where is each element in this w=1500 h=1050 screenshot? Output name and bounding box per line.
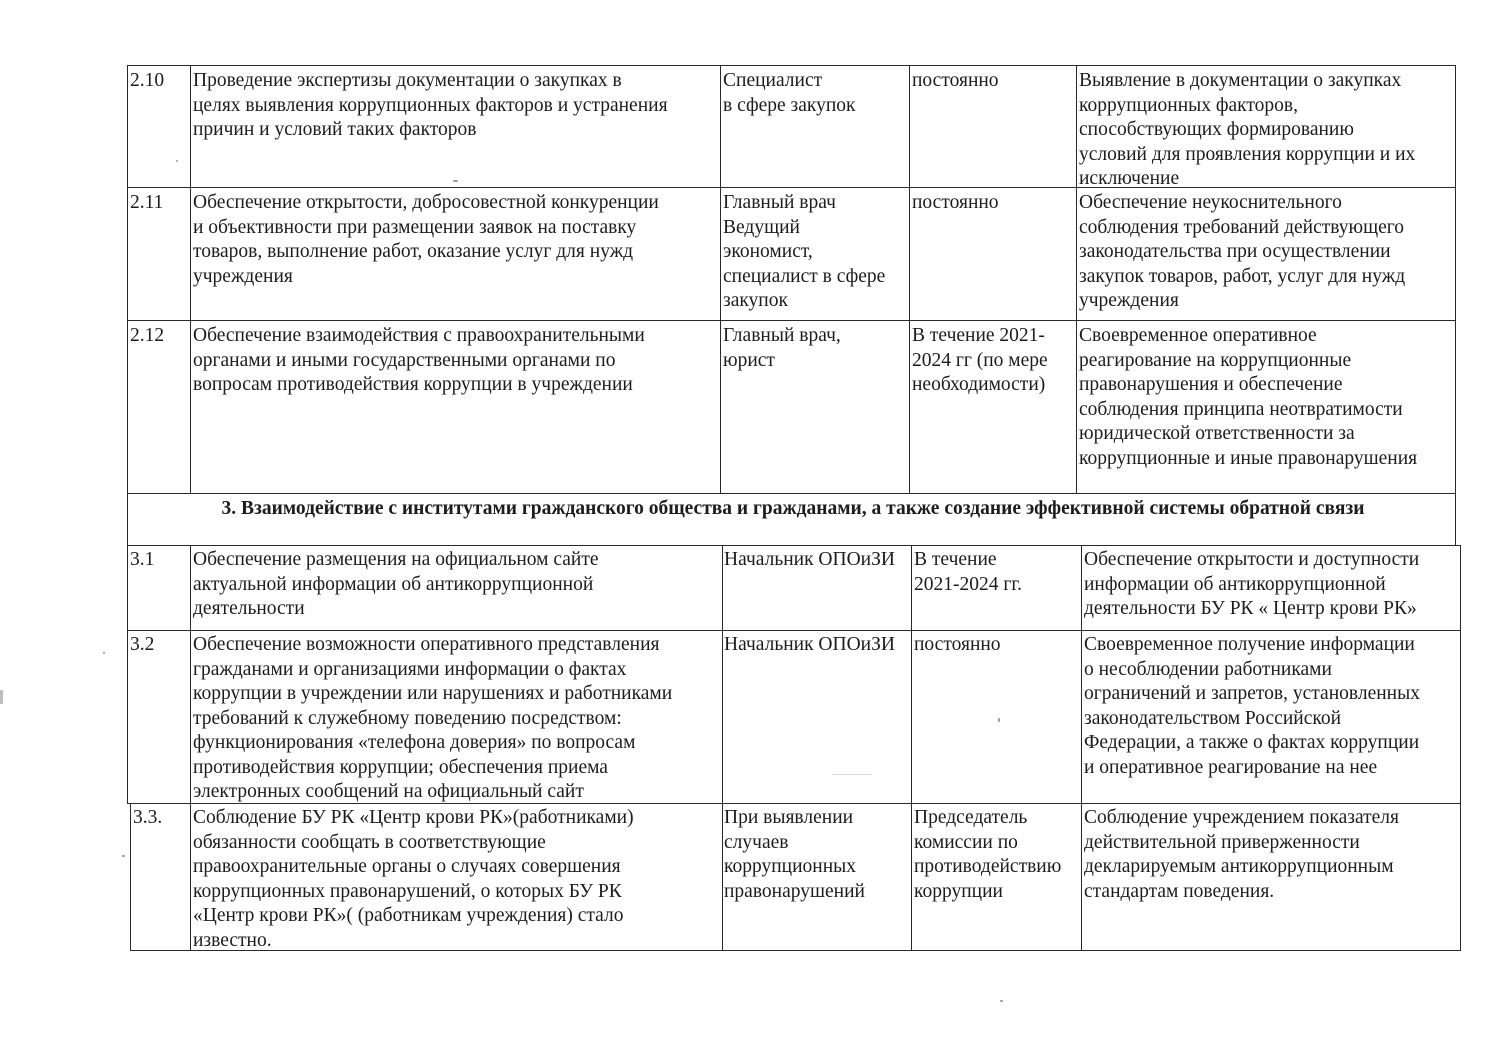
column-divider (1076, 65, 1077, 493)
measure-text: Обеспечение открытости, добросовестной конкуренции и объективности при размещении заявок на поставку товаров, выполнение работ, оказание услуг для нужд учреждения (193, 192, 659, 287)
table-border (130, 803, 131, 950)
column-divider (190, 545, 191, 950)
table-border (127, 65, 128, 545)
measure-text: Обеспечение возможности оперативного представления гражданами и организациями информации о фактах коррупции в учреждении или нарушениях и работниками требований к служебному поведению посредством: функционирования «телефона доверия» по вопросам противодействия коррупции; обеспечения приема электронных сообщений на официальный сайт (193, 634, 673, 802)
measure-text: Обеспечение размещения на официальном сайте актуальной информации об антикоррупционной деятельности (193, 549, 599, 619)
responsible-text: Начальник ОПОиЗИ (724, 549, 895, 570)
measure-text: Проведение экспертизы документации о закупках в целях выявления коррупционных факторов и устранения причин и условий таких факторов (193, 70, 668, 140)
term-text: Председатель комиссии по противодействию коррупции (914, 807, 1062, 902)
result-text: Своевременное получение информации о несоблюдении работниками ограничений и запретов, установленных законодательством Российской Федерации, а также о фактах коррупции и оперативное реагирование на нее (1084, 634, 1420, 778)
responsible-text: При выявлении случаев коррупционных правонарушений (724, 807, 865, 902)
responsible-text: Начальник ОПОиЗИ (724, 634, 895, 655)
term-text: постоянно (912, 70, 999, 91)
column-divider (1081, 545, 1082, 950)
table-border (1455, 65, 1456, 545)
result-text: Соблюдение учреждением показателя действительной приверженности декларируемым антикоррупционным стандартам поведения. (1084, 807, 1399, 902)
row-number: 3.2 (130, 634, 155, 655)
column-divider (720, 65, 721, 493)
table-border (1460, 545, 1461, 950)
scan-speck (122, 855, 125, 857)
row-number: 2.12 (130, 325, 165, 346)
result-text: Своевременное оперативное реагирование на коррупционные правонарушения и обеспечение соблюдения принципа неотвратимости юридической ответственности за коррупционные и иные правонарушения (1079, 325, 1418, 469)
row-divider (127, 320, 1456, 321)
table-border (127, 545, 128, 803)
term-text: постоянно (914, 634, 1001, 655)
row-number: 3.3. (133, 807, 163, 828)
table-border (127, 65, 1456, 66)
result-text: Обеспечение открытости и доступности информации об антикоррупционной деятельности БУ РК « Центр крови РК» (1084, 549, 1420, 619)
measure-text: Соблюдение БУ РК «Центр крови РК»(работниками) обязанности сообщать в соответствующие правоохранительные органы о случаях совершения коррупционных правонарушений, о которых БУ РК «Центр крови РК»( (работникам учреждения) стало известно. (193, 807, 634, 951)
scan-speck (1000, 1000, 1003, 1002)
row-divider (127, 545, 1461, 546)
row-divider (127, 630, 1461, 631)
term-text: постоянно (912, 192, 999, 213)
term-text: В течение 2021-2024 гг. (914, 549, 1023, 595)
column-divider (190, 65, 191, 493)
scan-speck (103, 652, 105, 654)
scan-speck (832, 774, 872, 775)
result-text: Обеспечение неукоснительного соблюдения требований действующего законодательства при осуществлении закупок товаров, работ, услуг для нужд учреждения (1079, 192, 1406, 311)
column-divider (722, 545, 723, 950)
row-number: 2.11 (130, 192, 164, 213)
responsible-text: Специалист в сфере закупок (723, 70, 856, 116)
row-number: 2.10 (130, 70, 165, 91)
scan-speck (0, 690, 3, 704)
measure-text: Обеспечение взаимодействия с правоохранительными органами и иными государственными органами по вопросам противодействия коррупции в учреждении (193, 325, 645, 395)
row-divider (127, 493, 1456, 494)
row-number: 3.1 (130, 549, 155, 570)
scan-speck (176, 160, 178, 162)
column-divider (909, 65, 910, 493)
responsible-text: Главный врач, юрист (723, 325, 841, 371)
scan-speck (453, 180, 458, 182)
scan-speck (998, 718, 1000, 722)
column-divider (911, 545, 912, 950)
responsible-text: Главный врач Ведущий экономист, специалист в сфере закупок (723, 192, 886, 311)
term-text: В течение 2021- 2024 гг (по мере необходимости) (912, 325, 1048, 395)
section-heading: 3. Взаимодействие с институтами гражданского общества и гражданами, а также создание эффективной системы обратной связи (221, 498, 1365, 519)
result-text: Выявление в документации о закупках коррупционных факторов, способствующих формированию условий для проявления коррупции и их исключение (1079, 70, 1416, 189)
